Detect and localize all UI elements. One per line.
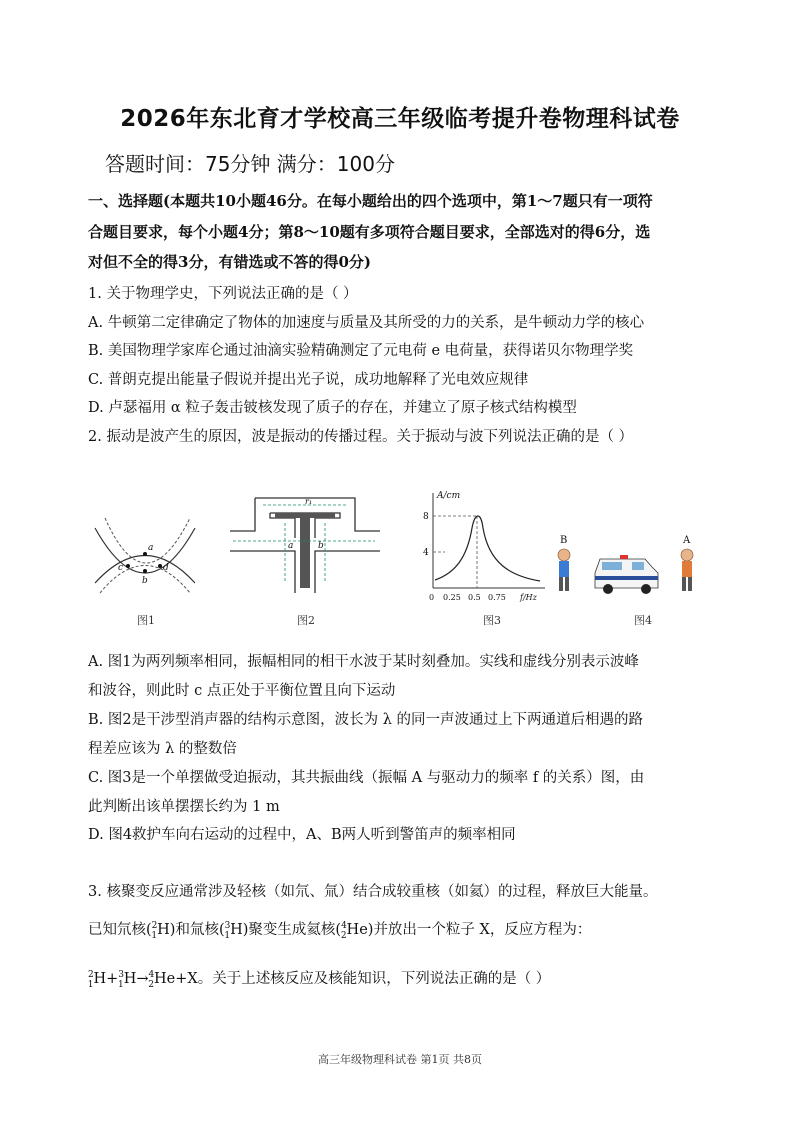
person-b-head — [558, 549, 570, 561]
q2-option-c-line-2: 此判断出该单摆摆长约为 1 m — [88, 799, 280, 815]
figure-3-caption: 图3 — [483, 614, 501, 627]
fig3-xtick-05: 0.5 — [468, 593, 481, 602]
helium-symbol: ($^4_2$He) — [335, 921, 374, 941]
fig1-label-b: b — [142, 576, 148, 586]
page-footer: 高三年级物理科试卷 第1页 共8页 — [318, 1053, 482, 1066]
figure-3-resonance-curve — [415, 488, 550, 606]
exam-info: 答题时间：75分钟 满分：100分 — [105, 152, 395, 176]
deuterium-symbol: ($^2_1$H) — [146, 921, 176, 941]
q1-option-d: D. 卢瑟福用 α 粒子轰击铍核发现了质子的存在，并建立了原子核式结构模型 — [88, 400, 577, 416]
q1-option-a: A. 牛顿第二定律确定了物体的加速度与质量及其所受的力的关系，是牛顿动力学的核心 — [88, 315, 645, 331]
page-title: 2026年东北育才学校高三年级临考提升卷物理科试卷 — [120, 106, 680, 132]
q1-stem: 1. 关于物理学史，下列说法正确的是（ ） — [88, 286, 358, 302]
q3-line-3-post: 。关于上述核反应及核能知识，下列说法正确的是（ ） — [197, 971, 551, 987]
q3-line-2-mid2: 聚变生成氦核 — [248, 922, 336, 938]
q2-option-b-line-1: B. 图2是干涉型消声器的结构示意图，波长为 λ 的同一声波通过上下两通道后相遇的路 — [88, 712, 644, 728]
fig3-xlabel: f/Hz — [520, 593, 537, 602]
fig4-label-b: B — [560, 535, 568, 546]
fig3-ytick-4: 4 — [423, 548, 429, 558]
fig3-ylabel: A/cm — [437, 491, 461, 501]
q2-option-b-line-2: 程差应该为 λ 的整数倍 — [88, 741, 237, 757]
q2-figures — [90, 488, 730, 628]
figure-1-caption: 图1 — [137, 614, 155, 627]
q3-line-2 — [88, 918, 718, 941]
q3-line-1: 3. 核聚变反应通常涉及轻核（如氘、氚）结合成较重核（如氦）的过程，释放巨大能量。 — [88, 884, 658, 900]
q3-line-2-mid1: 和氚核 — [175, 922, 219, 938]
q3-line-3 — [88, 967, 718, 990]
q2-option-a-line-1: A. 图1为两列频率相同，振幅相同的相干水波于某时刻叠加。实线和虚线分别表示波峰 — [88, 654, 639, 670]
fig4-label-a: A — [683, 535, 691, 546]
q3-line-2-pre: 已知氘核 — [88, 922, 146, 938]
figure-4-ambulance — [550, 533, 700, 603]
q2-stem: 2. 振动是波产生的原因，波是振动的传播过程。关于振动与波下列说法正确的是（ ） — [88, 429, 634, 445]
section-header-line-3: 对但不全的得3分，有错选或不答的得0分) — [88, 253, 371, 271]
reaction-equation: $^2_1$H+$^3_1$H→$^4_2$He+X — [87, 970, 198, 990]
fig2-label-r1: r₁ — [305, 497, 313, 506]
figure-2-caption: 图2 — [297, 614, 315, 627]
person-a-head — [681, 549, 693, 561]
fig1-label-c: c — [118, 563, 124, 573]
fig1-label-a: a — [148, 543, 154, 553]
tritium-symbol: ($^3_1$H) — [218, 921, 249, 941]
fig3-xtick-075: 0.75 — [488, 593, 506, 602]
fig2-label-b: b — [318, 541, 324, 551]
fig3-xtick-0: 0 — [429, 593, 435, 602]
fig3-ytick-8: 8 — [423, 512, 429, 522]
section-header-line-1: 一、选择题(本题共10小题46分。在每小题给出的四个选项中，第1～7题只有一项符 — [88, 192, 653, 210]
fig3-xtick-025: 0.25 — [443, 593, 461, 602]
q1-option-b: B. 美国物理学家库仑通过油滴实验精确测定了元电荷 e 电荷量，获得诺贝尔物理学奖 — [88, 343, 634, 359]
figure-2-silencer — [225, 493, 385, 603]
figure-1-wave-interference — [90, 508, 200, 598]
fig2-label-a: a — [288, 541, 294, 551]
q3-line-2-post: 并放出一个粒子 X，反应方程为： — [373, 922, 592, 938]
fig1-label-d: d — [163, 563, 169, 573]
q2-option-c-line-1: C. 图3是一个单摆做受迫振动，其共振曲线（振幅 A 与驱动力的频率 f 的关系）图，由 — [88, 770, 645, 786]
section-header-line-2: 合题目要求，每个小题4分；第8～10题有多项符合题目要求，全部选对的得6分，选 — [88, 223, 651, 241]
q1-option-c: C. 普朗克提出能量子假说并提出光子说，成功地解释了光电效应规律 — [88, 372, 529, 388]
q2-option-d: D. 图4救护车向右运动的过程中，A、B两人听到警笛声的频率相同 — [88, 827, 516, 843]
figure-4-caption: 图4 — [634, 614, 652, 627]
q2-option-a-line-2: 和波谷，则此时 c 点正处于平衡位置且向下运动 — [88, 683, 396, 699]
